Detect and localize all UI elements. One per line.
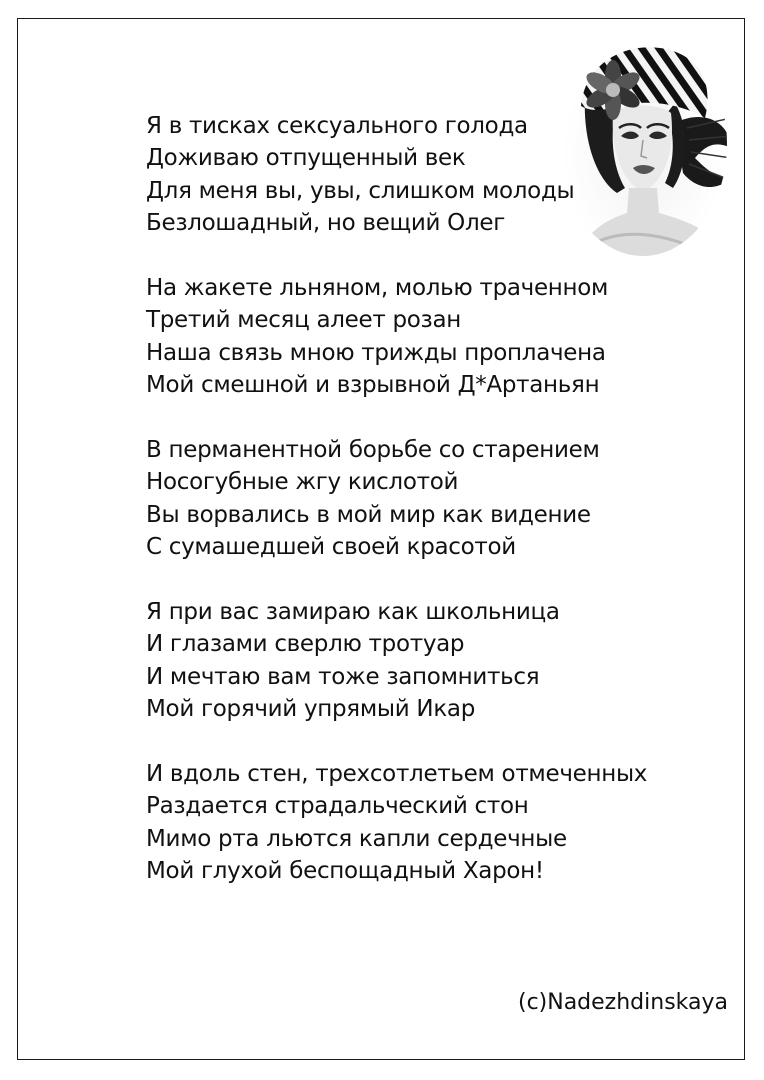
poem-line: Для меня вы, увы, слишком молоды — [146, 177, 575, 204]
poem-stanza — [146, 758, 706, 888]
poem-line: И вдоль стен, трехсотлетьем отмеченных — [146, 760, 648, 787]
poem-line: Мой горячий упрямый Икар — [146, 696, 476, 723]
poem-line: И мечтаю вам тоже запомниться — [146, 663, 540, 690]
poem-line: Раздается страдальческий стон — [146, 793, 529, 820]
poem-stanza — [146, 434, 706, 564]
poem-stanza — [146, 596, 706, 726]
poem-line: С сумашедшей своей красотой — [146, 534, 516, 561]
poem-line: Носогубные жгу кислотой — [146, 469, 459, 496]
poem-line: Безлошадный, но вещий Олег — [146, 210, 505, 237]
poem-line: В перманентной борьбе со старением — [146, 436, 600, 463]
poem-line: Доживаю отпущенный век — [146, 145, 466, 172]
poem-line: Мимо рта льются капли сердечные — [146, 825, 567, 852]
poem-line: И глазами сверлю тротуар — [146, 631, 465, 658]
poem-stanza — [146, 272, 706, 402]
poem-line: Я при вас замираю как школьница — [146, 598, 560, 625]
poem-line: Вы ворвались в мой мир как видение — [146, 501, 591, 528]
poem-line: Я в тисках сексуального голода — [146, 113, 528, 139]
poem-line: Третий месяц алеет розан — [146, 307, 461, 334]
poem-stanza — [146, 110, 706, 240]
poem-text — [146, 110, 706, 920]
poem-line: Мой глухой беспощадный Харон! — [146, 857, 544, 884]
author-signature: (c)Nadezhdinskaya — [517, 990, 728, 1015]
poem-line: Мой смешной и взрывной Д*Артаньян — [146, 372, 600, 399]
poem-line: На жакете льняном, молью траченном — [146, 274, 609, 301]
poem-line: Наша связь мною трижды проплачена — [146, 339, 606, 366]
